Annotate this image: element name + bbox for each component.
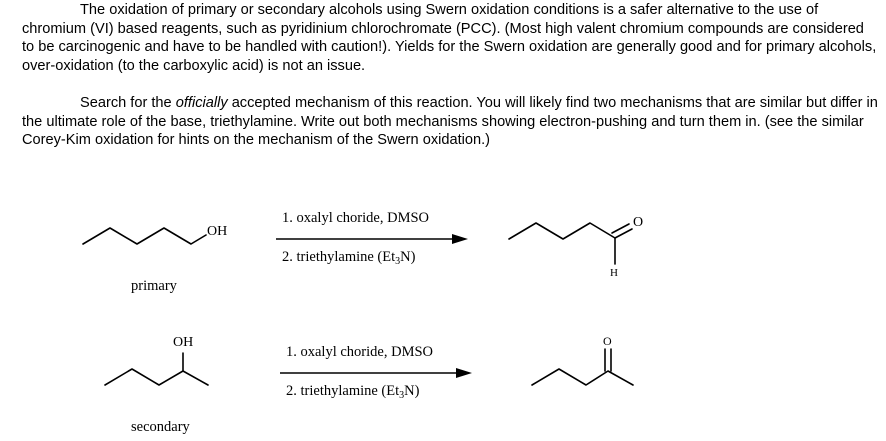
ketone-oxygen-label: O: [603, 334, 612, 348]
primary-step2-label: 2. triethylamine $(Et_3N)$: [282, 249, 416, 267]
primary-product-skeleton: [509, 223, 615, 239]
primary-reactant-skeleton: [83, 228, 206, 244]
primary-step1-label: 1. oxalyl choride, DMSO: [282, 210, 429, 226]
primary-reaction-arrow: [276, 234, 468, 244]
instructions-text-end: accepted mechanism of this reaction. You will likely find two mechanisms that are similar but differ in the ultimate role of the base, triethylamine. Write out both mechanisms showing electron-pushing and turn them in. (see the similar Corey-Kim oxidation for hints on the mechanism of the Swern oxidation.): [22, 95, 878, 149]
instructions-text-start: Search for the: [80, 95, 176, 111]
secondary-step1-label: 1. oxalyl choride, DMSO: [286, 344, 433, 360]
aldehyde-oxygen-label: O: [633, 215, 644, 230]
secondary-product-skeleton: [532, 369, 633, 385]
aldehyde-hydrogen-label: H: [610, 267, 618, 279]
primary-reactant-oh-label: OH: [207, 224, 228, 239]
secondary-reactant-oh-label: OH: [173, 335, 194, 350]
secondary-step2-label: 2. triethylamine $(Et_3N)$: [286, 383, 420, 401]
instructions-emphasis: officially: [175, 95, 228, 111]
secondary-reaction-arrow: [280, 368, 472, 378]
primary-label: primary: [131, 278, 177, 294]
secondary-label: secondary: [131, 419, 190, 435]
secondary-reactant-skeleton: [105, 369, 208, 385]
intro-paragraph: The oxidation of primary or secondary alcohols using Swern oxidation conditions is a safer alternative to the use of chromium (VI) based reagents, such as pyridinium chlorochromate (PCC). (Most high valent chromium compounds are considered to be carcinogenic and have to be handled with caution!). Yields for the Swern oxidation are generally good and for primary alcohols, over-oxidation (to the carboxylic acid) is not an issue.: [22, 2, 877, 75]
